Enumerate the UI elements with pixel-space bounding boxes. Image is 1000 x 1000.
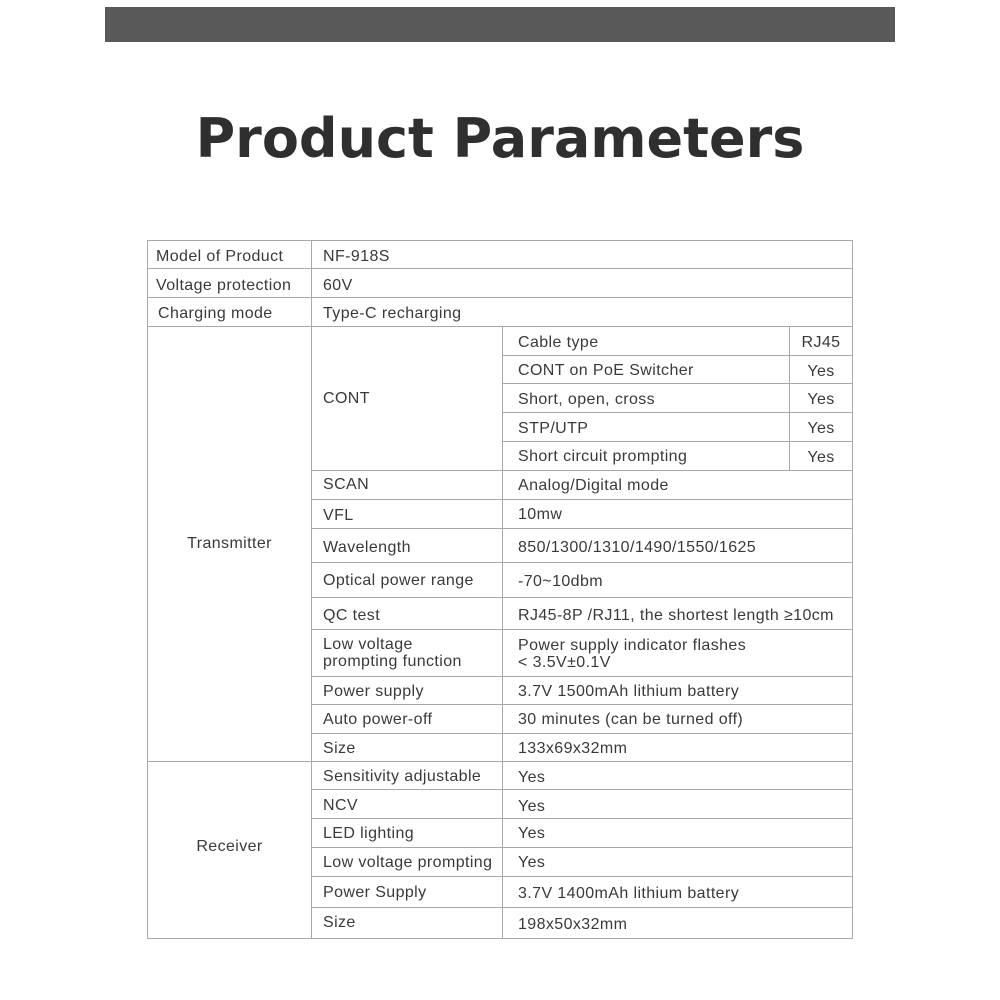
param-value: Yes: [518, 825, 546, 842]
row-divider: [503, 383, 852, 384]
param-value: Yes: [518, 798, 546, 815]
row-divider: [312, 733, 852, 734]
param-label: Power Supply: [323, 884, 427, 901]
param-label: Size: [323, 914, 356, 931]
param-value: 198x50x32mm: [518, 916, 628, 933]
param-value: 10mw: [518, 506, 563, 523]
cont-item-value: Yes: [807, 449, 835, 466]
cont-item-label: Cable type: [518, 334, 599, 351]
param-label: Wavelength: [323, 539, 411, 556]
row-divider: [312, 629, 852, 630]
cont-item-value: Yes: [807, 420, 835, 437]
param-value: 133x69x32mm: [518, 740, 628, 757]
param-value: 3.7V 1500mAh lithium battery: [518, 683, 740, 700]
receiver-label: Receiver: [196, 838, 263, 855]
param-label: Auto power-off: [323, 711, 433, 728]
row-divider: [312, 499, 852, 500]
row-divider: [312, 704, 852, 705]
param-value: 30 minutes (can be turned off): [518, 711, 744, 728]
row-divider: [503, 355, 852, 356]
column-divider: [311, 241, 312, 938]
param-label: QC test: [323, 607, 381, 624]
row-divider: [312, 876, 852, 877]
param-value: Power supply indicator flashes: [518, 637, 747, 654]
row-divider: [312, 528, 852, 529]
row-divider: [312, 676, 852, 677]
param-label: Optical power range: [323, 572, 474, 589]
param-value: Yes: [518, 854, 546, 871]
param-value: -70~10dbm: [518, 573, 603, 590]
row-divider: [148, 326, 852, 327]
row-divider: [312, 789, 852, 790]
cont-item-value: RJ45: [801, 334, 841, 351]
row-divider: [148, 297, 852, 298]
cont-item-label: STP/UTP: [518, 420, 589, 437]
charging-mode-label: Charging mode: [158, 305, 273, 322]
transmitter-label: Transmitter: [187, 535, 272, 552]
row-divider: [312, 818, 852, 819]
param-label: Low voltage prompting: [323, 854, 493, 871]
voltage-protection-label: Voltage protection: [156, 277, 292, 294]
param-value: 3.7V 1400mAh lithium battery: [518, 885, 740, 902]
row-divider: [312, 907, 852, 908]
row-divider: [312, 847, 852, 848]
cont-item-value: Yes: [807, 391, 835, 408]
param-label: LED lighting: [323, 825, 415, 842]
param-value: Yes: [518, 769, 546, 786]
row-divider: [148, 268, 852, 269]
param-label: Size: [323, 740, 356, 757]
top-banner-bar: [105, 7, 895, 42]
param-value: RJ45-8P /RJ11, the shortest length ≥10cm: [518, 607, 834, 624]
model-label: Model of Product: [156, 248, 284, 265]
param-label-line2: prompting function: [323, 653, 462, 670]
param-value: Analog/Digital mode: [518, 477, 669, 494]
param-label: Power supply: [323, 683, 424, 700]
parameters-table: [147, 240, 853, 939]
param-value-line2: < 3.5V±0.1V: [518, 654, 611, 671]
param-label: Sensitivity adjustable: [323, 768, 482, 785]
row-divider: [312, 470, 852, 471]
charging-mode-value: Type-C recharging: [323, 305, 462, 322]
row-divider: [312, 562, 852, 563]
cont-item-label: CONT on PoE Switcher: [518, 362, 694, 379]
section-divider: [148, 761, 852, 762]
model-value: NF-918S: [323, 248, 390, 265]
voltage-protection-value: 60V: [323, 277, 353, 294]
param-value: 850/1300/1310/1490/1550/1625: [518, 539, 757, 556]
page-title: Product Parameters: [195, 107, 805, 170]
param-label: Low voltage: [323, 636, 413, 653]
cont-item-label: Short, open, cross: [518, 391, 656, 408]
column-divider: [502, 326, 503, 938]
param-label: SCAN: [323, 476, 370, 493]
param-label: NCV: [323, 797, 358, 814]
row-divider: [503, 412, 852, 413]
param-label: VFL: [323, 507, 354, 524]
cont-label: CONT: [323, 390, 370, 407]
cont-item-value: Yes: [807, 363, 835, 380]
cont-item-label: Short circuit prompting: [518, 448, 688, 465]
row-divider: [312, 597, 852, 598]
row-divider: [503, 441, 852, 442]
